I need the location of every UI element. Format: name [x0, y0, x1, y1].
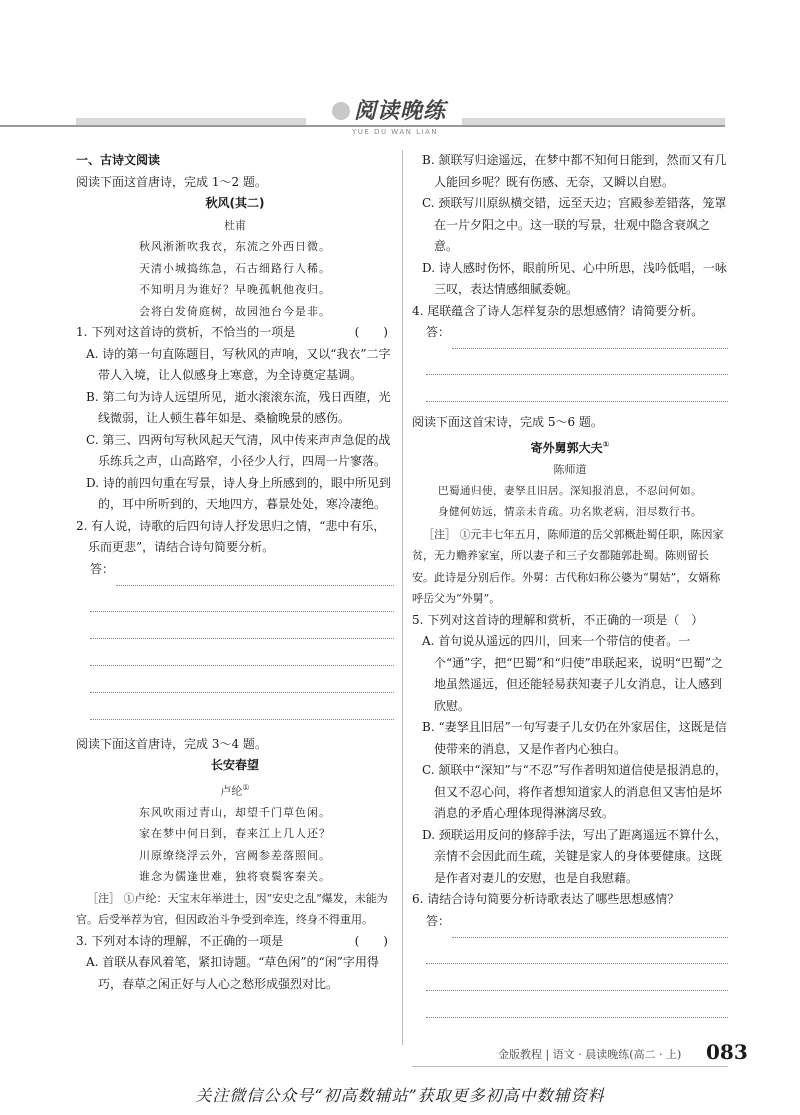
page-header	[0, 88, 800, 138]
poem-author: 卢纶①	[220, 782, 250, 798]
option-c[interactable]: C. 颈联写川原纵横交错，远至天边；宫殿参差错落，笼罩在一片夕阳之中。这一联的写景，壮观中隐含衰飒之意。	[422, 196, 727, 253]
question-1	[76, 322, 394, 344]
answer-area[interactable]	[76, 559, 394, 585]
poem-title: 寄外舅郭大夫①	[530, 439, 610, 455]
answer-label: 答：	[426, 325, 451, 339]
intro-text: 阅读下面这首唐诗，完成 1～2 题。	[76, 174, 267, 189]
option-a[interactable]: A. 诗的第一句直陈题目，写秋风的声响，又以“我衣”二字带人入境，让人似感身上寒意，为全诗奠定基调。	[86, 346, 391, 382]
answer-line[interactable]	[116, 559, 394, 586]
answer-line[interactable]	[452, 911, 728, 938]
answer-line[interactable]	[426, 991, 728, 1018]
question-2: 2. 有人说，诗歌的后四句诗人抒发思归之情，“悲中有乐，乐而更悲”，请结合诗句简要分析。	[76, 518, 386, 554]
intro-text: 阅读下面这首宋诗，完成 5～6 题。	[412, 415, 603, 429]
answer-line[interactable]	[90, 639, 394, 666]
promo-note: 关注微信公众号“初高数辅站”获取更多初高中数辅资料	[195, 1086, 605, 1105]
question-5: 5. 下列对这首诗的理解和赏析，不正确的一项是（ ）	[412, 612, 704, 627]
answer-line[interactable]	[426, 375, 728, 402]
answer-area[interactable]	[412, 322, 728, 348]
page-footer-text: 金版教程 | 语文 · 晨读晚练(高二 · 上)	[498, 1048, 682, 1061]
right-column	[412, 150, 728, 1018]
answer-line[interactable]	[90, 612, 394, 639]
option-d[interactable]: D. 颈联运用反问的修辞手法，写出了距离遥远不算什么，亲情不会因此而生疏，关键是家人的身体要健康。这既是作者对妻儿的安慰，也是自我慰藉。	[422, 827, 727, 885]
question-stem: 3. 下列对本诗的理解，不正确的一项是	[76, 933, 284, 948]
footer-rule	[412, 1066, 728, 1067]
footnote: ［注］ ①卢纶：天宝末年举进士，因“安史之乱”爆发，未能为官。后受举荐为官，但因政治斗争受到牵连，终身不得重用。	[76, 891, 388, 927]
answer-blank[interactable]: ( )	[354, 325, 388, 339]
poem-line: 谁念为儒逢世难，独将衰鬓客秦关。	[139, 870, 331, 884]
poem-line: 川原缭绕浮云外，宫阙参差落照间。	[139, 848, 331, 862]
answer-line[interactable]	[452, 322, 728, 349]
answer-area[interactable]	[412, 911, 728, 937]
option-b[interactable]: B. “妻孥且旧居”一句写妻子儿女仍在外家居住，这既是信使带来的消息，又是作者内心独白。	[422, 720, 727, 756]
left-column	[76, 150, 394, 995]
answer-label: 答：	[90, 561, 115, 576]
footnote: ［注］ ①元丰七年五月，陈师道的岳父郭概赴蜀任职，陈因家贫，无力赡养家室，所以妻子和三子女都随郭赴蜀。陈则留长安。此诗是分别后作。外舅：古代称妇称公婆为“舅姑”，女婿称呼岳父为“外舅”。	[412, 527, 724, 605]
option-d[interactable]: D. 诗的前四句重在写景，诗人身上所感到的，眼中所见到的，耳中所听到的，天地四方，暮景处处，寒冷凄绝。	[86, 475, 391, 511]
header-rule	[0, 125, 725, 127]
poem-line: 天清小城捣练急，石古细路行人稀。	[139, 261, 331, 275]
poem-line: 东风吹雨过青山，却望千门草色闲。	[139, 805, 331, 819]
header-bar-right	[462, 118, 725, 125]
answer-line[interactable]	[90, 585, 394, 612]
poem-title: 长安春望	[210, 758, 259, 772]
page-number: 083	[706, 1040, 748, 1064]
answer-line[interactable]	[90, 693, 394, 720]
header-bar-left	[76, 118, 306, 125]
logo-text: 阅读晚练	[354, 98, 447, 124]
question-stem: 1. 下列对这首诗的赏析，不恰当的一项是	[76, 325, 296, 339]
poem-line: 不知明月为谁好？早晚孤帆他夜归。	[139, 283, 331, 296]
question-3	[76, 931, 394, 953]
section-title: 一、古诗文阅读	[76, 153, 161, 167]
option-a[interactable]: A. 首联从春风着笔，紧扣诗题。“草色闲”的“闲”字用得巧，春草之闲正好与人心之愁形成强烈对比。	[86, 955, 379, 991]
poem-line: 秋风淅淅吹我衣，东流之外西日微。	[139, 240, 331, 253]
intro-text: 阅读下面这首唐诗，完成 3～4 题。	[76, 736, 267, 751]
poem-author: 杜甫	[224, 218, 246, 232]
option-b[interactable]: B. 颔联写归途遥远，在梦中都不知何日能到，然而又有几人能回乡呢？既有伤感、无奈，又瞬以自慰。	[422, 153, 727, 189]
answer-line[interactable]	[426, 937, 728, 964]
poem-line: 家在梦中何日到，春来江上几人还？	[139, 827, 331, 841]
poem-title: 秋风(其二)	[205, 196, 265, 210]
logo-circle-icon	[332, 102, 350, 120]
option-b[interactable]: B. 第二句为诗人远望所见，逝水滚滚东流，残日西堕，光线微弱，让人顿生暮年如是、桑榆晚景的感伤。	[86, 389, 391, 425]
question-6: 6. 请结合诗句简要分析诗歌表达了哪些思想感情？	[412, 892, 680, 906]
poem-line: 身健何妨远，情亲未肯疏。功名欺老病，泪尽数行书。	[438, 506, 702, 518]
option-c[interactable]: C. 颔联中“深知”与“不忍”写作者明知道信使是报消息的，但又不忍心问，将作者想知道家人的消息但又害怕是坏消息的矛盾心理体现得淋漓尽致。	[422, 763, 727, 820]
option-a[interactable]: A. 首句说从遥远的四川，回来一个带信的使者。一个“通”字，把“巴蜀”和“归使”串联起来，说明“巴蜀”之地虽然遥远，但还能轻易获知妻子儿女消息，让人感到欣慰。	[422, 634, 724, 713]
column-divider	[402, 150, 403, 1045]
logo-subtitle: YUE DU WAN LIAN	[352, 128, 439, 136]
section-logo	[332, 94, 446, 124]
poem-line: 会将白发倚庭树，故园池台今是非。	[139, 304, 331, 318]
option-d[interactable]: D. 诗人感时伤怀，眼前所见、心中所思，浅吟低唱，一咏三叹，表达情感细腻委婉。	[422, 260, 727, 296]
answer-line[interactable]	[90, 666, 394, 693]
answer-line[interactable]	[426, 964, 728, 991]
answer-blank[interactable]: ( )	[354, 933, 388, 948]
question-4: 4. 尾联蕴含了诗人怎样复杂的思想感情？请简要分析。	[412, 303, 704, 318]
poem-line: 巴蜀通归使，妻孥且旧居。深知报消息，不忍问何如。	[438, 484, 702, 497]
option-c[interactable]: C. 第三、四两句写秋风起天气清，风中传来声声急促的战乐练兵之声，山高路窄，小径少人行，四周一片寥落。	[86, 432, 391, 468]
answer-label: 答：	[426, 913, 451, 928]
answer-line[interactable]	[426, 348, 728, 375]
poem-author: 陈师道	[553, 463, 587, 476]
